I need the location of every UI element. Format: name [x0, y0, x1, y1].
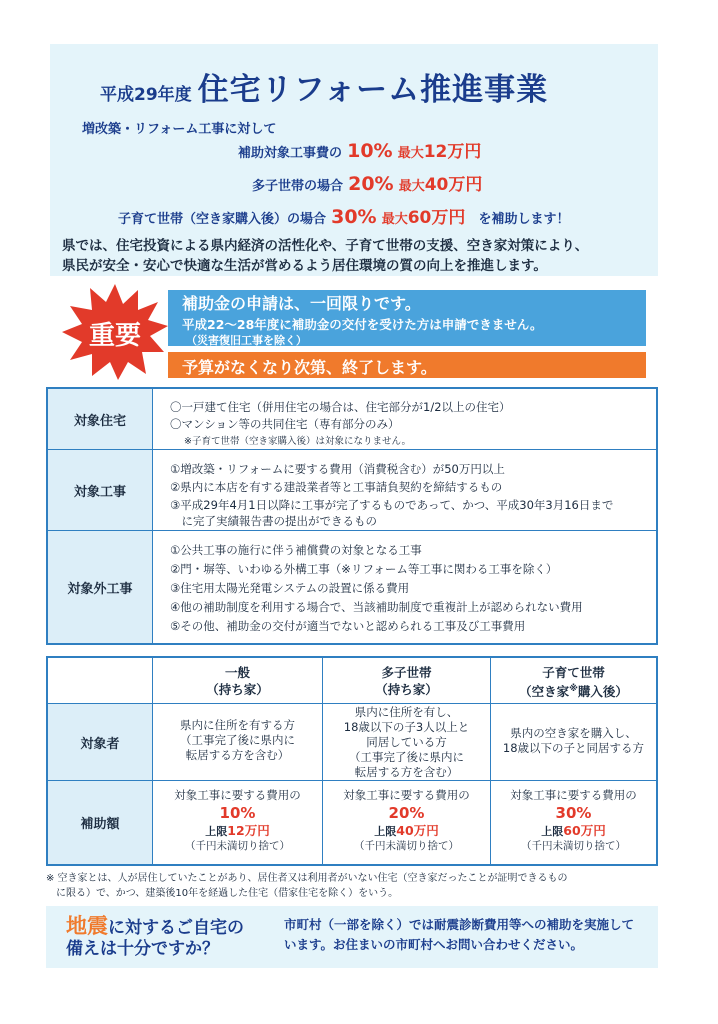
description-line: 県では、住宅投資による県内経済の活性化や、子育て世帯の支援、空き家対策により、	[62, 238, 589, 254]
cap-value: 12万円	[227, 823, 270, 838]
cell-line: 県内に住所を有する方	[180, 718, 295, 732]
earthquake-heading-rest: に対するご自宅の	[108, 918, 244, 938]
footnote-mark: ※	[569, 684, 578, 694]
row-head-target: 対象者	[48, 704, 152, 780]
row-head-excluded: 対象外工事	[48, 531, 153, 643]
rate-label: 子育て世帯（空き家購入後）の場合	[118, 212, 327, 227]
rounding-note: （千円未満切り捨て）	[521, 840, 626, 852]
earthquake-info-line: います。お住まいの市町村へお問い合わせください。	[284, 937, 584, 952]
description-line: 県民が安全・安心で快適な生活が営めるよう居住環境の質の向上を推進します。	[62, 258, 547, 274]
subsidy-table	[46, 656, 658, 866]
amount-cell-multichild	[323, 788, 490, 854]
cap-value: 60万円	[563, 823, 606, 838]
list-item: 〇マンション等の共同住宅（専有部分のみ）	[170, 417, 400, 431]
rounding-note: （千円未満切り捨て）	[185, 840, 290, 852]
col-head-childrearing	[491, 664, 656, 700]
list-item: ③平成29年4月1日以降に工事が完了するものであって、かつ、平成30年3月16日まで	[170, 498, 614, 512]
page-title	[100, 64, 548, 109]
rate-percent: 30%	[331, 206, 377, 228]
amount-lead: 対象工事に要する費用の	[510, 788, 637, 802]
list-item: ④他の補助制度を利用する場合で、当該補助制度で重複計上が認められない費用	[170, 600, 583, 614]
amount-cell-general	[153, 788, 322, 854]
rate-percent: 20%	[348, 173, 394, 195]
col-head-line: 多子世帯	[381, 665, 432, 680]
list-item: ①公共工事の施行に伴う補償費の対象となる工事	[170, 543, 422, 557]
rate-suffix: を補助します！	[478, 212, 570, 227]
cell-line: 県内に住所を有し、	[354, 705, 459, 719]
intro-text: 増改築・リフォーム工事に対して	[82, 122, 277, 137]
rate-max-label: 最大	[397, 146, 424, 161]
amount-percent: 20%	[388, 804, 425, 822]
col-head-multichild	[323, 664, 490, 698]
earthquake-word: 地震	[66, 914, 108, 938]
title-year: 平成29年度	[100, 85, 192, 105]
row-head-housing: 対象住宅	[48, 389, 153, 449]
list-item: 〇一戸建て住宅（併用住宅の場合は、住宅部分が1/2以上の住宅）	[170, 400, 511, 414]
cap-value: 40万円	[396, 823, 439, 838]
rate-label: 多子世帯の場合	[252, 179, 344, 194]
important-line: 平成22～28年度に補助金の交付を受けた方は申請できません。	[182, 317, 543, 332]
housing-note: ※子育て世帯（空き家購入後）は対象になりません。	[184, 436, 412, 447]
rate-max-value: 60万円	[407, 208, 466, 228]
amount-percent: 10%	[219, 804, 256, 822]
list-item: ⑤その他、補助金の交付が適当でないと認められる工事及び工事費用	[170, 619, 526, 633]
title-main: 住宅リフォーム推進事業	[197, 72, 549, 108]
cell-line: 18歳以下の子3人以上と	[343, 720, 470, 734]
rounding-note: （千円未満切り捨て）	[354, 840, 459, 852]
rate-percent: 10%	[347, 140, 393, 162]
cell-line: （工事完了後に県内に	[349, 750, 464, 764]
amount-lead: 対象工事に要する費用の	[174, 788, 301, 802]
row-head-works: 対象工事	[48, 450, 153, 530]
col-head-general	[153, 664, 322, 698]
cap-label: 上限	[205, 825, 228, 838]
cell-line: 18歳以下の子と同居する方	[502, 741, 645, 755]
footnote-line: ※ 空き家とは、人が居住していたことがあり、居住者又は利用者がいない住宅（空き家だったことが証明できるもの	[46, 873, 568, 884]
rate-row-1	[238, 137, 481, 162]
rate-row-2	[252, 170, 482, 195]
cell-line: （工事完了後に県内に	[180, 733, 295, 747]
rate-max-value: 12万円	[423, 142, 482, 162]
earthquake-info-line: 市町村（一部を除く）では耐震診断費用等への補助を実施して	[284, 917, 635, 932]
col-head-line: 子育て世帯	[542, 665, 605, 680]
rate-label: 補助対象工事費の	[238, 146, 343, 161]
rate-max-label: 最大	[381, 212, 408, 227]
list-item: ①増改築・リフォームに要する費用（消費税含む）が50万円以上	[170, 462, 505, 476]
important-badge	[60, 282, 170, 382]
list-item: に完了実績報告書の提出ができるもの	[170, 514, 377, 528]
important-badge-text: 重要	[88, 321, 142, 351]
target-cell-multichild	[323, 705, 490, 780]
amount-lead: 対象工事に要する費用の	[343, 788, 470, 802]
divider	[48, 703, 656, 704]
corner-cell	[48, 658, 152, 703]
rate-max-value: 40万円	[424, 175, 483, 195]
cell-line: 転居する方を含む）	[185, 748, 290, 762]
divider	[48, 780, 656, 781]
cap-label: 上限	[374, 825, 397, 838]
cell-line: 転居する方を含む）	[354, 765, 459, 779]
row-head-amount: 補助額	[48, 781, 152, 864]
rate-row-3	[118, 203, 569, 228]
rate-max-label: 最大	[398, 179, 425, 194]
cell-line: 同居している方	[366, 735, 447, 749]
list-item: ③住宅用太陽光発電システムの設置に係る費用	[170, 581, 410, 595]
col-head-part: 購入後）	[577, 684, 628, 700]
target-cell-general	[153, 718, 322, 763]
footnote-line: に限る）で、かつ、建築後10年を経過した住宅（借家住宅を除く）をいう。	[46, 888, 399, 899]
earthquake-heading-line2: 備えは十分ですか？	[66, 939, 219, 959]
col-head-line	[491, 681, 656, 700]
important-line: （災害復旧工事を除く）	[186, 334, 307, 347]
list-item: ②県内に本店を有する建設業者等と工事請負契約を締結するもの	[170, 480, 503, 494]
eligibility-table	[46, 387, 658, 645]
cell-line: 県内の空き家を購入し、	[510, 726, 637, 740]
list-item: ②門・塀等、いわゆる外構工事（※リフォーム等工事に関わる工事を除く）	[170, 562, 558, 576]
col-head-line: （持ち家）	[206, 682, 269, 697]
cap-label: 上限	[541, 825, 564, 838]
amount-percent: 30%	[555, 804, 592, 822]
amount-cell-childrearing	[491, 788, 656, 854]
target-cell-childrearing	[491, 726, 656, 756]
budget-notice: 予算がなくなり次第、終了します。	[182, 358, 437, 377]
col-head-line: 一般	[224, 665, 250, 680]
col-head-line: （持ち家）	[375, 682, 438, 697]
important-title: 補助金の申請は、一回限りです。	[182, 294, 421, 313]
col-head-part: （空き家	[519, 684, 570, 700]
